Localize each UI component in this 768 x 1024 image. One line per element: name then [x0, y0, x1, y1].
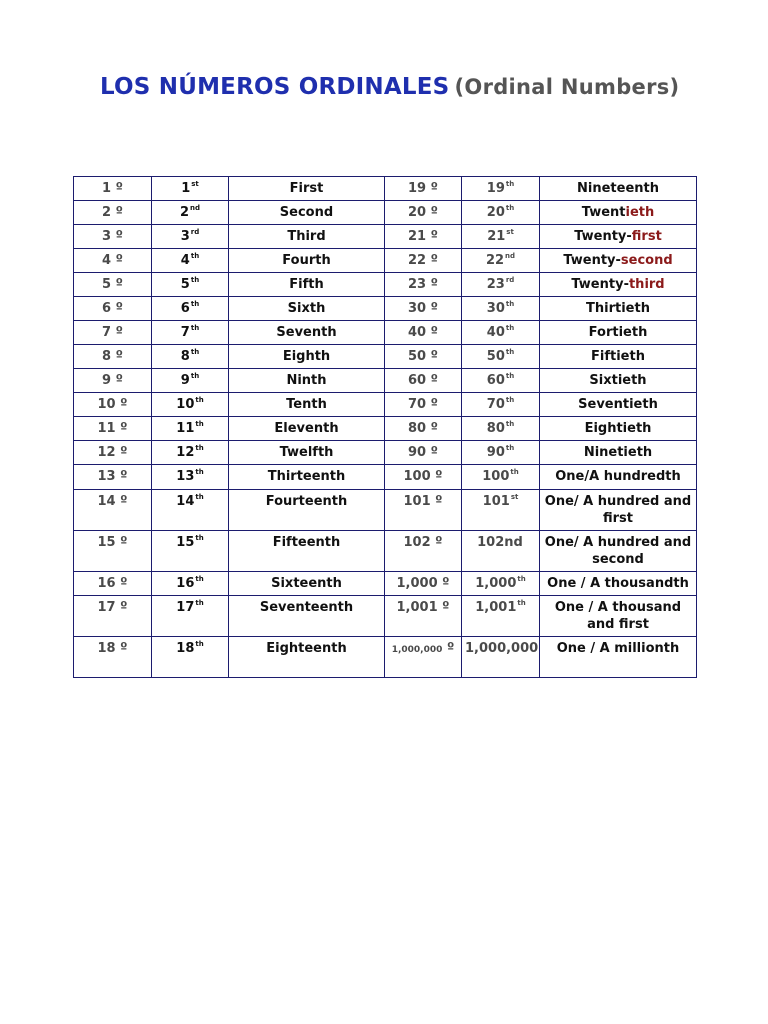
symbol-cell: 40 º	[385, 321, 462, 345]
table-row	[74, 345, 697, 369]
symbol-cell: 7 º	[74, 321, 152, 345]
word-cell: Third	[229, 225, 385, 249]
symbol-cell: 15 º	[74, 531, 152, 572]
abbrev-cell: 9th	[152, 369, 229, 393]
abbrev-cell: 2nd	[152, 201, 229, 225]
word-cell: Twenty-first	[540, 225, 697, 249]
title-sub: (Ordinal Numbers)	[454, 75, 680, 99]
symbol-cell: 22 º	[385, 249, 462, 273]
symbol-cell: 14 º	[74, 490, 152, 531]
abbrev-cell: 21st	[462, 225, 540, 249]
symbol-cell: 70 º	[385, 393, 462, 417]
table-row	[74, 531, 697, 572]
symbol-cell: 9 º	[74, 369, 152, 393]
abbrev-cell: 8th	[152, 345, 229, 369]
abbrev-cell: 102nd	[462, 531, 540, 572]
word-cell: Nineteenth	[540, 177, 697, 201]
symbol-cell: 101 º	[385, 490, 462, 531]
symbol-cell: 20 º	[385, 201, 462, 225]
abbrev-cell: 12th	[152, 441, 229, 465]
symbol-cell: 16 º	[74, 572, 152, 596]
table-row	[74, 417, 697, 441]
symbol-cell: 50 º	[385, 345, 462, 369]
ordinal-table	[73, 176, 697, 678]
abbrev-cell: 15th	[152, 531, 229, 572]
symbol-cell: 12 º	[74, 441, 152, 465]
abbrev-cell: 1,001th	[462, 596, 540, 637]
table-row	[74, 321, 697, 345]
word-cell: Twentieth	[540, 201, 697, 225]
table-row	[74, 393, 697, 417]
symbol-cell: 1 º	[74, 177, 152, 201]
symbol-cell: 102 º	[385, 531, 462, 572]
symbol-cell: 13 º	[74, 465, 152, 490]
word-cell: Fiftieth	[540, 345, 697, 369]
symbol-cell: 21 º	[385, 225, 462, 249]
abbrev-cell: 30th	[462, 297, 540, 321]
word-cell: Seventeenth	[229, 596, 385, 637]
abbrev-cell: 60th	[462, 369, 540, 393]
title-main: LOS NÚMEROS ORDINALES	[100, 74, 450, 100]
abbrev-cell: 100th	[462, 465, 540, 490]
word-cell: Fifteenth	[229, 531, 385, 572]
word-cell: Fourth	[229, 249, 385, 273]
word-cell: Second	[229, 201, 385, 225]
abbrev-cell: 5th	[152, 273, 229, 297]
word-cell: Twelfth	[229, 441, 385, 465]
symbol-cell: 100 º	[385, 465, 462, 490]
symbol-cell: 90 º	[385, 441, 462, 465]
word-cell: Eighteenth	[229, 637, 385, 678]
abbrev-cell: 6th	[152, 297, 229, 321]
abbrev-cell: 17th	[152, 596, 229, 637]
page-title	[100, 74, 679, 100]
word-cell: Fortieth	[540, 321, 697, 345]
symbol-cell: 80 º	[385, 417, 462, 441]
word-cell: Sixteenth	[229, 572, 385, 596]
word-cell: Fourteenth	[229, 490, 385, 531]
symbol-cell: 30 º	[385, 297, 462, 321]
word-cell: Thirtieth	[540, 297, 697, 321]
symbol-cell: 1,000 º	[385, 572, 462, 596]
abbrev-cell: 20th	[462, 201, 540, 225]
table-row	[74, 369, 697, 393]
symbol-cell: 2 º	[74, 201, 152, 225]
word-cell: One/ A hundred and second	[540, 531, 697, 572]
symbol-cell: 5 º	[74, 273, 152, 297]
abbrev-cell: 4th	[152, 249, 229, 273]
abbrev-cell: 10th	[152, 393, 229, 417]
word-cell: First	[229, 177, 385, 201]
word-cell: One / A millionth	[540, 637, 697, 678]
symbol-cell: 1,001 º	[385, 596, 462, 637]
symbol-cell: 4 º	[74, 249, 152, 273]
abbrev-cell: 16th	[152, 572, 229, 596]
abbrev-cell: 40th	[462, 321, 540, 345]
table-row	[74, 572, 697, 596]
table-row	[74, 273, 697, 297]
word-cell: Eighth	[229, 345, 385, 369]
table-row	[74, 201, 697, 225]
abbrev-cell: 22nd	[462, 249, 540, 273]
abbrev-cell: 3rd	[152, 225, 229, 249]
abbrev-cell: 80th	[462, 417, 540, 441]
word-cell: Sixth	[229, 297, 385, 321]
abbrev-cell: 1st	[152, 177, 229, 201]
word-cell: Eleventh	[229, 417, 385, 441]
table-row	[74, 297, 697, 321]
symbol-cell: 60 º	[385, 369, 462, 393]
word-cell: Thirteenth	[229, 465, 385, 490]
table-row	[74, 596, 697, 637]
abbrev-cell: 23rd	[462, 273, 540, 297]
symbol-cell: 18 º	[74, 637, 152, 678]
word-cell: One / A thousand and first	[540, 596, 697, 637]
word-cell: Tenth	[229, 393, 385, 417]
abbrev-cell: 101st	[462, 490, 540, 531]
abbrev-cell: 13th	[152, 465, 229, 490]
word-cell: Sixtieth	[540, 369, 697, 393]
word-cell: Eightieth	[540, 417, 697, 441]
abbrev-cell: 1,000,000	[462, 637, 540, 678]
symbol-cell: 11 º	[74, 417, 152, 441]
abbrev-cell: 19th	[462, 177, 540, 201]
abbrev-cell: 18th	[152, 637, 229, 678]
symbol-cell: 23 º	[385, 273, 462, 297]
abbrev-cell: 14th	[152, 490, 229, 531]
table-row	[74, 225, 697, 249]
abbrev-cell: 1,000th	[462, 572, 540, 596]
table-row	[74, 465, 697, 490]
table-row	[74, 441, 697, 465]
word-cell: One / A thousandth	[540, 572, 697, 596]
table-row	[74, 177, 697, 201]
word-cell: One/A hundredth	[540, 465, 697, 490]
word-cell: Ninetieth	[540, 441, 697, 465]
symbol-cell: 6 º	[74, 297, 152, 321]
word-cell: One/ A hundred and first	[540, 490, 697, 531]
abbrev-cell: 7th	[152, 321, 229, 345]
symbol-cell: 3 º	[74, 225, 152, 249]
abbrev-cell: 90th	[462, 441, 540, 465]
abbrev-cell: 70th	[462, 393, 540, 417]
abbrev-cell: 50th	[462, 345, 540, 369]
symbol-cell: 19 º	[385, 177, 462, 201]
table-row	[74, 490, 697, 531]
abbrev-cell: 11th	[152, 417, 229, 441]
table-row	[74, 637, 697, 678]
word-cell: Twenty-second	[540, 249, 697, 273]
word-cell: Fifth	[229, 273, 385, 297]
table-row	[74, 249, 697, 273]
word-cell: Seventh	[229, 321, 385, 345]
word-cell: Seventieth	[540, 393, 697, 417]
word-cell: Ninth	[229, 369, 385, 393]
symbol-cell: 8 º	[74, 345, 152, 369]
symbol-cell: 17 º	[74, 596, 152, 637]
word-cell: Twenty-third	[540, 273, 697, 297]
symbol-cell: 1,000,000 º	[385, 637, 462, 678]
symbol-cell: 10 º	[74, 393, 152, 417]
